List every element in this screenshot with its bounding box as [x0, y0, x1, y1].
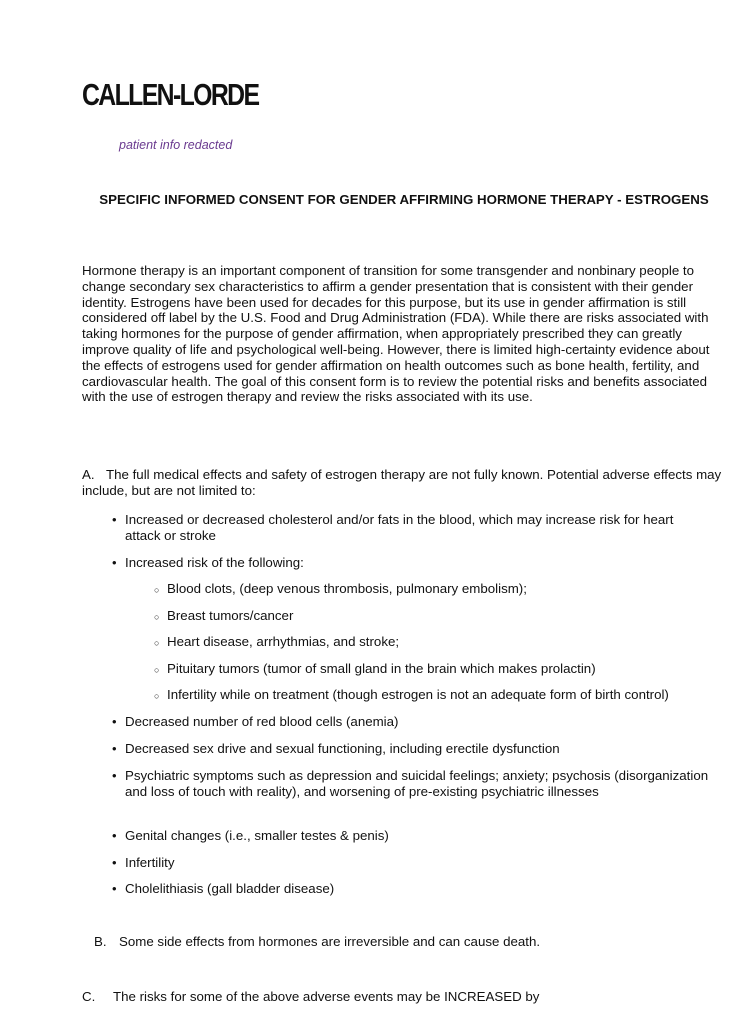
section-a-letter: A. [82, 467, 95, 482]
section-c-letter: C. [82, 989, 96, 1004]
bullet-anemia: • Decreased number of red blood cells (anemia) [125, 714, 710, 730]
bullet-sex-drive: • Decreased sex drive and sexual functioning, including erectile dysfunction [125, 741, 710, 757]
callen-lorde-logo: CALLEN-LORDE [82, 77, 259, 112]
section-b [94, 934, 540, 950]
sub-bullet-infertility-treatment: ○ Infertility while on treatment (though estrogen is not an adequate form of birth control) [167, 687, 727, 703]
sub-bullet-breast-tumors: ○ Breast tumors/cancer [167, 608, 727, 624]
section-c-text: The risks for some of the above adverse events may be INCREASED by [113, 989, 540, 1004]
redacted-patient-info: patient info redacted [119, 138, 233, 152]
section-c [82, 989, 539, 1005]
bullet-cholesterol: • Increased or decreased cholesterol and/or fats in the blood, which may increase risk for heart attack or stroke [125, 512, 710, 544]
bullet-increased-risk: • Increased risk of the following: [125, 555, 710, 571]
bullet-cholelithiasis: • Cholelithiasis (gall bladder disease) [125, 881, 710, 897]
sub-bullet-blood-clots: ○ Blood clots, (deep venous thrombosis, pulmonary embolism); [167, 581, 727, 597]
bullet-psychiatric: • Psychiatric symptoms such as depression and suicidal feelings; anxiety; psychosis (disorganization and loss of touch with reality), and worsening of pre-existing psychiatric illnesses [125, 768, 710, 800]
bullet-genital-changes: • Genital changes (i.e., smaller testes & penis) [125, 828, 710, 844]
sub-bullet-heart-disease: ○ Heart disease, arrhythmias, and stroke; [167, 634, 727, 650]
bullet-infertility: • Infertility [125, 855, 710, 871]
section-b-text: Some side effects from hormones are irreversible and can cause death. [119, 934, 541, 949]
section-a [82, 467, 722, 499]
intro-paragraph: Hormone therapy is an important component of transition for some transgender and nonbinary people to change secondary sex characteristics to affirm a gender presentation that is consistent with their gender identity. Estrogens have been used for decades for this purpose, but its use in gender affirmation is still considered off label by the U.S. Food and Drug Administration (FDA). While there are risks associated with taking hormones for the purpose of gender affirmation, when appropriately prescribed they can greatly improve quality of life and psychological well-being. However, there is limited high-certainty evidence about the effects of estrogens used for gender affirmation on health outcomes such as bone health, fertility, and cardiovascular health. The goal of this consent form is to review the potential risks and benefits associated with the use of estrogen therapy and review the risks associated with its use. [82, 263, 710, 405]
section-b-letter: B. [94, 934, 107, 949]
sub-bullet-pituitary-tumors: ○ Pituitary tumors (tumor of small gland in the brain which makes prolactin) [167, 661, 727, 677]
document-title: SPECIFIC INFORMED CONSENT FOR GENDER AFFIRMING HORMONE THERAPY - ESTROGENS [99, 192, 709, 207]
section-a-text: The full medical effects and safety of estrogen therapy are not fully known. Potential adverse effects may include, but are not limited to: [82, 467, 722, 498]
